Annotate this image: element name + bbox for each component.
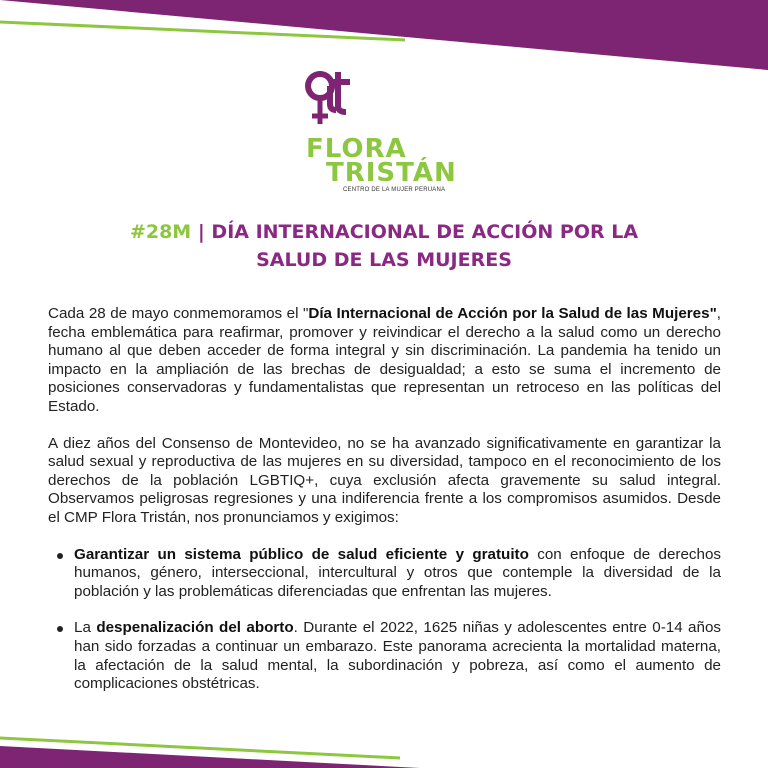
title-hashtag: #28M (129, 221, 192, 243)
bottom-decorative-band (0, 728, 768, 768)
logo-name-line2: TRISTÁN (326, 158, 457, 188)
paragraph-2: A diez años del Consenso de Montevideo, no se ha avanzado significativamente en garantizar la salud sexual y reproductiva de las mujeres en su diversidad, tampoco en el reconocimiento de los derechos de la población LGBTIQ+, cuya exclusión afecta gravemente su salud integral. Observamos peligrosas regresiones y una indiferencia frente a los compromisos asumidos. Desde el CMP Flora Tristán, nos pronunciamos y exigimos: (48, 434, 721, 526)
female-symbol-logo-icon (302, 68, 358, 132)
title-separator: | (197, 221, 205, 243)
flora-tristan-logo (300, 68, 470, 193)
list-item-rest: con enfoque de derechos humanos, género, interseccional, intercultural y otros que contemple la diversidad de la población y las problemáticas diferenciadas que enfrentan las mujeres. (74, 545, 721, 600)
paragraph-1-rest: , fecha emblemática para reafirmar, promover y reivindicar el derecho a la salud como un derecho humano al que deben acceder de forma integral y sin discriminación. La pandemia ha tenido un impacto en la ampliación de las brechas de desigualdad; a esto se suma el incremento de posiciones conservadoras y fundamentalistas que representan un retroceso en las políticas del Estado. (48, 305, 722, 415)
title-line2: SALUD DE LAS MUJERES (256, 249, 512, 271)
list-item (74, 546, 721, 602)
demands-list (48, 546, 721, 694)
list-item-bold: despenalización del aborto (96, 619, 294, 637)
logo-name-line1: FLORA (306, 134, 407, 164)
paragraph-1 (48, 305, 721, 417)
list-item-rest: . Durante el 2022, 1625 niñas y adolescentes entre 0-14 años han sido forzadas a continuar un embarazo. Este panorama acrecienta la mortalidad materna, la afectación de la salud mental, la subordinación y pobreza, así como el aumento de complicaciones obstétricas. (74, 619, 721, 693)
list-item (74, 619, 721, 693)
title-line1 (40, 218, 728, 246)
article-body (48, 305, 721, 712)
paragraph-1-bold: Día Internacional de Acción por la Salud de las Mujeres" (308, 305, 717, 322)
purple-band-shape (0, 0, 768, 70)
list-item-pre: La (74, 619, 97, 637)
list-item-bold: Garantizar un sistema público de salud eficiente y gratuito (74, 545, 529, 563)
logo-subtitle: CENTRO DE LA MUJER PERUANA (343, 187, 446, 193)
title-line1-text: DÍA INTERNACIONAL DE ACCIÓN POR LA (211, 221, 639, 243)
page-title (40, 218, 728, 274)
paragraph-1-intro: Cada 28 de mayo conmemoramos el " (48, 305, 309, 322)
